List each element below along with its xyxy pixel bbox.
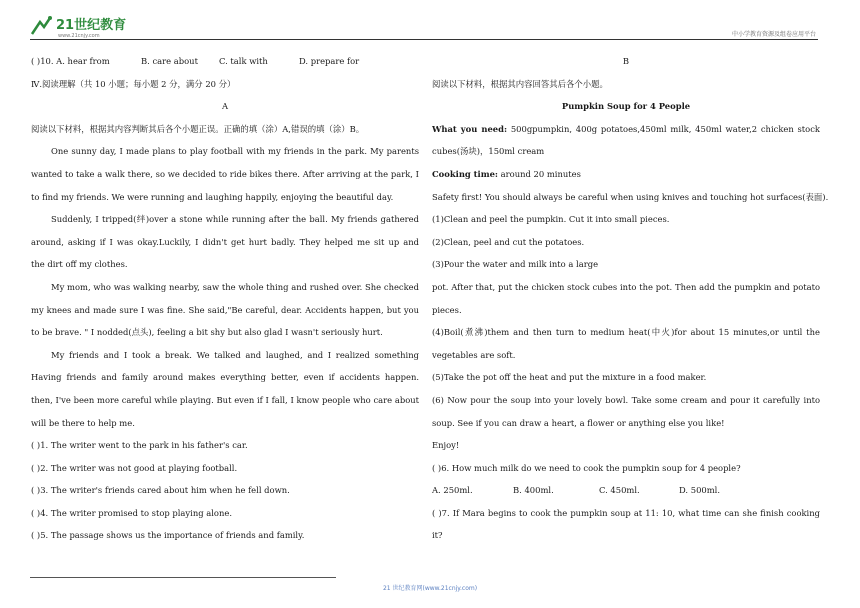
- q6-option-c: C. 450ml.: [599, 485, 640, 496]
- part-b-instruction: 阅读以下材料，根据其内容回答其后各个小题。: [432, 78, 608, 89]
- header-platform-name: 中小学教育资源及组卷应用平台: [731, 31, 816, 38]
- recipe-line: (3)Pour the water and milk into a large: [432, 259, 599, 270]
- passage-line: One sunny day, I made plans to play football with my friends in the park. My parents: [51, 146, 419, 157]
- question-7-end: it?: [432, 530, 443, 541]
- part-a-instruction: 阅读以下材料，根据其内容判断其后各个小题正误。正确的填（涂）A,错误的填（涂）B。: [31, 123, 365, 134]
- q6-option-a: A. 250ml.: [432, 485, 473, 496]
- footer-divider: [30, 577, 336, 578]
- passage-line: the dirt off my clothes.: [31, 259, 128, 270]
- passage-line: wanted to take a walk there, so we decided to ride bikes there. After arriving at the park, I: [31, 168, 419, 179]
- question-1: ( )1. The writer went to the park in his father's car.: [31, 440, 248, 451]
- question-3: ( )3. The writer's friends cared about him when he fell down.: [31, 485, 290, 496]
- question-2: ( )2. The writer was not good at playing football.: [31, 462, 238, 473]
- passage-line: to find my friends. We were running and laughing happily, enjoying the beautiful day.: [31, 191, 394, 202]
- part-b-label: B: [622, 56, 630, 66]
- passage-line: Suddenly, I tripped(绊)over a stone while running after the ball. My friends gathered: [51, 214, 419, 225]
- svg-text:21世纪教育: 21世纪教育: [56, 18, 127, 33]
- question-7: ( )7. If Mara begins to cook the pumpkin soup at 11: 10, what time can she finish cooking: [432, 507, 820, 518]
- right-column: [432, 50, 829, 547]
- recipe-line: Enjoy!: [432, 440, 460, 451]
- question-10: [31, 50, 419, 73]
- header-divider: [30, 39, 818, 40]
- cooking-time-label: Cooking time:: [432, 168, 499, 179]
- passage-line: around, asking if I was okay.Luckily, I didn't get hurt badly. They helped me sit up and: [31, 236, 419, 247]
- recipe-line: pieces.: [432, 304, 462, 315]
- q10-b: B. care about: [141, 56, 198, 66]
- passage-line: my knees and made sure I was fine. She said,"Be careful, dear. Accidents happen, but you: [31, 304, 419, 315]
- passage-line: My friends and I took a break. We talked and laughed, and I realized something: [51, 349, 419, 360]
- q10-a: ( )10. A. hear from: [31, 56, 110, 66]
- recipe-line: Safety first! You should always be careful when using knives and touching hot surfaces(表面).: [432, 191, 829, 202]
- question-6-options: [432, 479, 820, 502]
- question-6: ( )6. How much milk do we need to cook the pumpkin soup for 4 people?: [432, 462, 741, 473]
- q6-option-d: D. 500ml.: [679, 485, 721, 496]
- ingredients-label: What you need:: [432, 123, 508, 134]
- recipe-line: vegetables are soft.: [432, 349, 516, 360]
- recipe-line: (5)Take the pot off the heat and put the mixture in a food maker.: [432, 372, 707, 383]
- passage-line: will be there to help me.: [31, 417, 135, 428]
- recipe-line: (6) Now pour the soup into your lovely bowl. Take some cream and pour it carefully into: [432, 394, 820, 405]
- ingredients-line-2: cubes(汤块)，150ml cream: [432, 146, 545, 157]
- passage-line: My mom, who was walking nearby, saw the whole thing and rushed over. She checked: [51, 281, 419, 292]
- ingredients-text: 500gpumpkin, 400g potatoes,450ml milk, 450ml water,2 chicken stock: [507, 123, 820, 134]
- recipe-line: (2)Clean, peel and cut the potatoes.: [432, 236, 585, 247]
- cooking-time-line: [432, 163, 820, 186]
- recipe-line: pot. After that, put the chicken stock cubes into the pot. Then add the pumpkin and potato: [432, 281, 820, 292]
- recipe-line: soup. See if you can draw a heart, a flower or anything else you like!: [432, 417, 725, 428]
- question-5: ( )5. The passage shows us the importance of friends and family.: [31, 530, 305, 541]
- footer-link[interactable]: 21 世纪教育网(www.21cnjy.com): [382, 585, 478, 592]
- q6-option-b: B. 400ml.: [513, 485, 554, 496]
- recipe-title: Pumpkin Soup for 4 People: [561, 101, 691, 112]
- left-column: [31, 50, 419, 547]
- part-a-label: A: [221, 101, 229, 112]
- cooking-time-text: around 20 minutes: [498, 168, 581, 179]
- section-heading: Ⅳ.阅读理解（共 10 小题；每小题 2 分，满分 20 分）: [31, 78, 236, 89]
- q10-c: C. talk with: [219, 56, 268, 66]
- passage-line: to be brave. " I nodded(点头), feeling a bit shy but also glad I wasn't seriously hurt.: [31, 327, 383, 338]
- q10-d: D. prepare for: [299, 56, 360, 66]
- question-4: ( )4. The writer promised to stop playing alone.: [31, 507, 232, 518]
- site-logo: [30, 14, 150, 40]
- ingredients-line: [432, 118, 820, 141]
- svg-text:www.21cnjy.com: www.21cnjy.com: [58, 33, 100, 39]
- recipe-line: (1)Clean and peel the pumpkin. Cut it into small pieces.: [432, 214, 670, 225]
- passage-line: then, I've been more careful while playing. But even if I fall, I know people who care about: [31, 394, 419, 405]
- passage-line: Having friends and family around makes everything better, even if accidents happen.: [31, 372, 419, 383]
- recipe-line: (4)Boil(煮沸)them and then turn to medium heat(中火)for about 15 minutes,or until the: [432, 327, 820, 338]
